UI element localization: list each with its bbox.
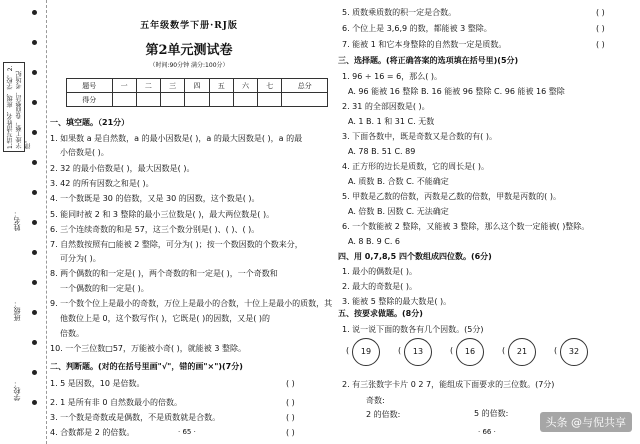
binding-hole bbox=[32, 370, 37, 375]
factor-circle: 21 bbox=[508, 338, 536, 366]
score-cell[interactable] bbox=[185, 93, 209, 107]
binding-hole bbox=[32, 190, 37, 195]
question-line: 3. 一个数是奇数或是偶数，不是质数就是合数。 bbox=[50, 413, 221, 422]
page-right bbox=[338, 0, 636, 444]
question-line: 1. 说一说下面的数各有几个因数。(5分) bbox=[342, 325, 484, 334]
binding-hole bbox=[32, 280, 37, 285]
binding-hole bbox=[32, 220, 37, 225]
question-line: 2. 最大的奇数是( )。 bbox=[342, 282, 417, 291]
binding-hole bbox=[32, 10, 37, 15]
score-header-cell: 总分 bbox=[282, 79, 328, 93]
score-cell[interactable] bbox=[112, 93, 136, 107]
binding-hole bbox=[32, 100, 37, 105]
page-number-left: · 65 · bbox=[178, 428, 196, 436]
score-cell[interactable] bbox=[282, 93, 328, 107]
watermark: 头条 @与倪共享 bbox=[540, 412, 633, 432]
class-label: 班级： bbox=[13, 300, 21, 321]
answer-bracket[interactable]: ( bbox=[398, 346, 402, 355]
question-line: 10. 一个三位数□57，万能被小奇( )，就能被 3 整除。 bbox=[50, 344, 246, 353]
question-line: 1. 如果数 a 是自然数，a 的最小因数是( )，a 的最大因数是( )，a 的最 bbox=[50, 134, 303, 143]
question-line: 2. 1 是所有非 0 自然数最小的倍数。 bbox=[50, 398, 182, 407]
binding-hole bbox=[32, 400, 37, 405]
score-header-cell: 二 bbox=[136, 79, 160, 93]
question-line: A. 倍数 B. 因数 C. 无法确定 bbox=[348, 207, 449, 216]
question-line: 1. 最小的偶数是( )。 bbox=[342, 267, 417, 276]
answer-bracket[interactable]: ( ) bbox=[286, 413, 295, 422]
school-label: 学校： bbox=[13, 380, 21, 401]
factor-circle: 16 bbox=[456, 338, 484, 366]
question-line: 2 的倍数: bbox=[366, 410, 401, 419]
answer-bracket[interactable]: ( ) bbox=[286, 398, 295, 407]
section-heading: 五、按要求做题。(8分) bbox=[338, 309, 423, 318]
question-line: 7. 自然数按照有□能被 2 整除，可分为( )；按一个数因数的个数来分， bbox=[50, 240, 303, 249]
book-header: 五年级数学下册·RJ版 bbox=[140, 21, 238, 31]
question-line: A. 78 B. 51 C. 89 bbox=[348, 147, 416, 156]
question-line: 6. 三个连续奇数的和是 57，这三个数分别是( )、( )、( )。 bbox=[50, 225, 260, 234]
question-line: 小倍数是( )。 bbox=[60, 148, 109, 157]
question-line: 2. 32 的最小倍数是( )，最大因数是( )。 bbox=[50, 164, 195, 173]
answer-bracket[interactable]: ( bbox=[554, 346, 558, 355]
question-line: 5. 能同时被 2 和 3 整除的最小三位数是( )，最大两位数是( )。 bbox=[50, 210, 275, 219]
binding-hole bbox=[32, 70, 37, 75]
question-line: 1. 5 是因数，10 是倍数。 bbox=[50, 379, 145, 388]
question-line: 1. 96 ÷ 16 = 6，那么( )。 bbox=[342, 72, 442, 81]
score-header-cell: 五 bbox=[209, 79, 233, 93]
question-line: 4. 正方形的边长是质数，它的周长是( )。 bbox=[342, 162, 489, 171]
question-line: 6. 一个数能被 2 整除，又能被 3 整除，那么这个数一定能被( )整除。 bbox=[342, 222, 590, 231]
binding-hole bbox=[32, 250, 37, 255]
exam-notice: 1.请写清姓名、班级、学校。2.字迹工整，卷面整洁，考场纪律。 bbox=[3, 62, 25, 152]
multiple-5-label: 5 的倍数: bbox=[474, 409, 509, 418]
factor-circle: 13 bbox=[404, 338, 432, 366]
question-line: A. 8 B. 9 C. 6 bbox=[348, 237, 401, 246]
question-line: 一个偶数的和一定是( )。 bbox=[60, 284, 149, 293]
score-header-cell: 三 bbox=[161, 79, 185, 93]
binding-holes bbox=[30, 10, 40, 435]
question-line: 6. 个位上是 3,6,9 的数，都能被 3 整除。 bbox=[342, 24, 492, 33]
test-subtitle: （时间:90分钟 满分:100分） bbox=[149, 62, 229, 69]
factor-circle: 19 bbox=[352, 338, 380, 366]
score-header-cell: 题号 bbox=[67, 79, 113, 93]
answer-bracket[interactable]: ( ) bbox=[286, 428, 295, 437]
answer-bracket[interactable]: ( ) bbox=[596, 8, 605, 17]
question-line: 可分为( )。 bbox=[60, 254, 101, 263]
question-line: 倍数。 bbox=[60, 329, 84, 338]
question-line: 2. 有三张数字卡片 0 2 7，能组成下面要求的三位数。(7分) bbox=[342, 380, 555, 389]
question-line: 5. 甲数是乙数的倍数，丙数是乙数的倍数，甲数是丙数的( )。 bbox=[342, 192, 561, 201]
score-cell[interactable] bbox=[136, 93, 160, 107]
question-line: 3. 能被 5 整除的最大数是( )。 bbox=[342, 297, 452, 306]
test-title: 第2单元测试卷 bbox=[145, 43, 233, 58]
question-line: 3. 42 的所有因数之和是( )。 bbox=[50, 179, 154, 188]
binding-hole bbox=[32, 340, 37, 345]
question-line: 7. 能被 1 和它本身整除的自然数一定是质数。 bbox=[342, 40, 507, 49]
page-number-right: · 66 · bbox=[478, 428, 496, 436]
answer-bracket[interactable]: ( ) bbox=[596, 24, 605, 33]
answer-bracket[interactable]: ( bbox=[450, 346, 454, 355]
question-line: 2. 31 的全部因数是( )。 bbox=[342, 102, 430, 111]
answer-bracket[interactable]: ( bbox=[346, 346, 350, 355]
score-header-cell: 七 bbox=[258, 79, 282, 93]
section-heading: 三、选择题。(将正确答案的选项填在括号里)(5分) bbox=[338, 56, 519, 65]
score-table bbox=[66, 78, 328, 107]
question-line: 4. 合数都是 2 的倍数。 bbox=[50, 428, 135, 437]
score-cell[interactable] bbox=[233, 93, 257, 107]
score-row-label: 得分 bbox=[67, 93, 113, 107]
score-cell[interactable] bbox=[258, 93, 282, 107]
name-label: 姓名： bbox=[13, 210, 21, 231]
score-header-cell: 四 bbox=[185, 79, 209, 93]
score-cell[interactable] bbox=[209, 93, 233, 107]
score-cell[interactable] bbox=[161, 93, 185, 107]
question-line: 8. 两个偶数的和一定是( )，两个奇数的和一定是( )，一个奇数和 bbox=[50, 269, 278, 278]
question-line: 他数位上是 0，这个数写作( )，它既是( )的因数，又是( )的 bbox=[60, 314, 270, 323]
question-line: 4. 一个数既是 30 的倍数，又是 30 的因数，这个数是( )。 bbox=[50, 194, 260, 203]
binding-hole bbox=[32, 40, 37, 45]
question-line: 5. 质数乘质数的积一定是合数。 bbox=[342, 8, 457, 17]
binding-hole bbox=[32, 160, 37, 165]
binding-margin bbox=[0, 0, 47, 444]
section-heading: 二、判断题。(对的在括号里画"√"，错的画"×")(7分) bbox=[50, 362, 243, 371]
score-header-cell: 一 bbox=[112, 79, 136, 93]
score-header-cell: 六 bbox=[233, 79, 257, 93]
question-line: A. 1 B. 1 和 31 C. 无数 bbox=[348, 117, 435, 126]
section-heading: 四、用 0,7,8,5 四个数组成四位数。(6分) bbox=[338, 252, 492, 261]
question-line: A. 96 能被 16 整除 B. 16 能被 96 整除 C. 96 能被 16 整除 bbox=[348, 87, 565, 96]
page-left bbox=[48, 0, 333, 444]
binding-hole bbox=[32, 130, 37, 135]
section-heading: 一、填空题。（21分） bbox=[50, 118, 130, 127]
binding-hole bbox=[32, 310, 37, 315]
question-line: A. 质数 B. 合数 C. 不能确定 bbox=[348, 177, 449, 186]
answer-bracket[interactable]: ( bbox=[502, 346, 506, 355]
question-line: 3. 下面各数中，既是奇数又是合数的有( )。 bbox=[342, 132, 497, 141]
answer-bracket[interactable]: ( ) bbox=[286, 379, 295, 388]
question-line: 奇数: bbox=[366, 396, 385, 405]
question-line: 9. 一个数个位上是最小的奇数，万位上是最小的合数，十位上是最小的质数，其 bbox=[50, 299, 333, 308]
answer-bracket[interactable]: ( ) bbox=[596, 40, 605, 49]
factor-circle: 32 bbox=[560, 338, 588, 366]
